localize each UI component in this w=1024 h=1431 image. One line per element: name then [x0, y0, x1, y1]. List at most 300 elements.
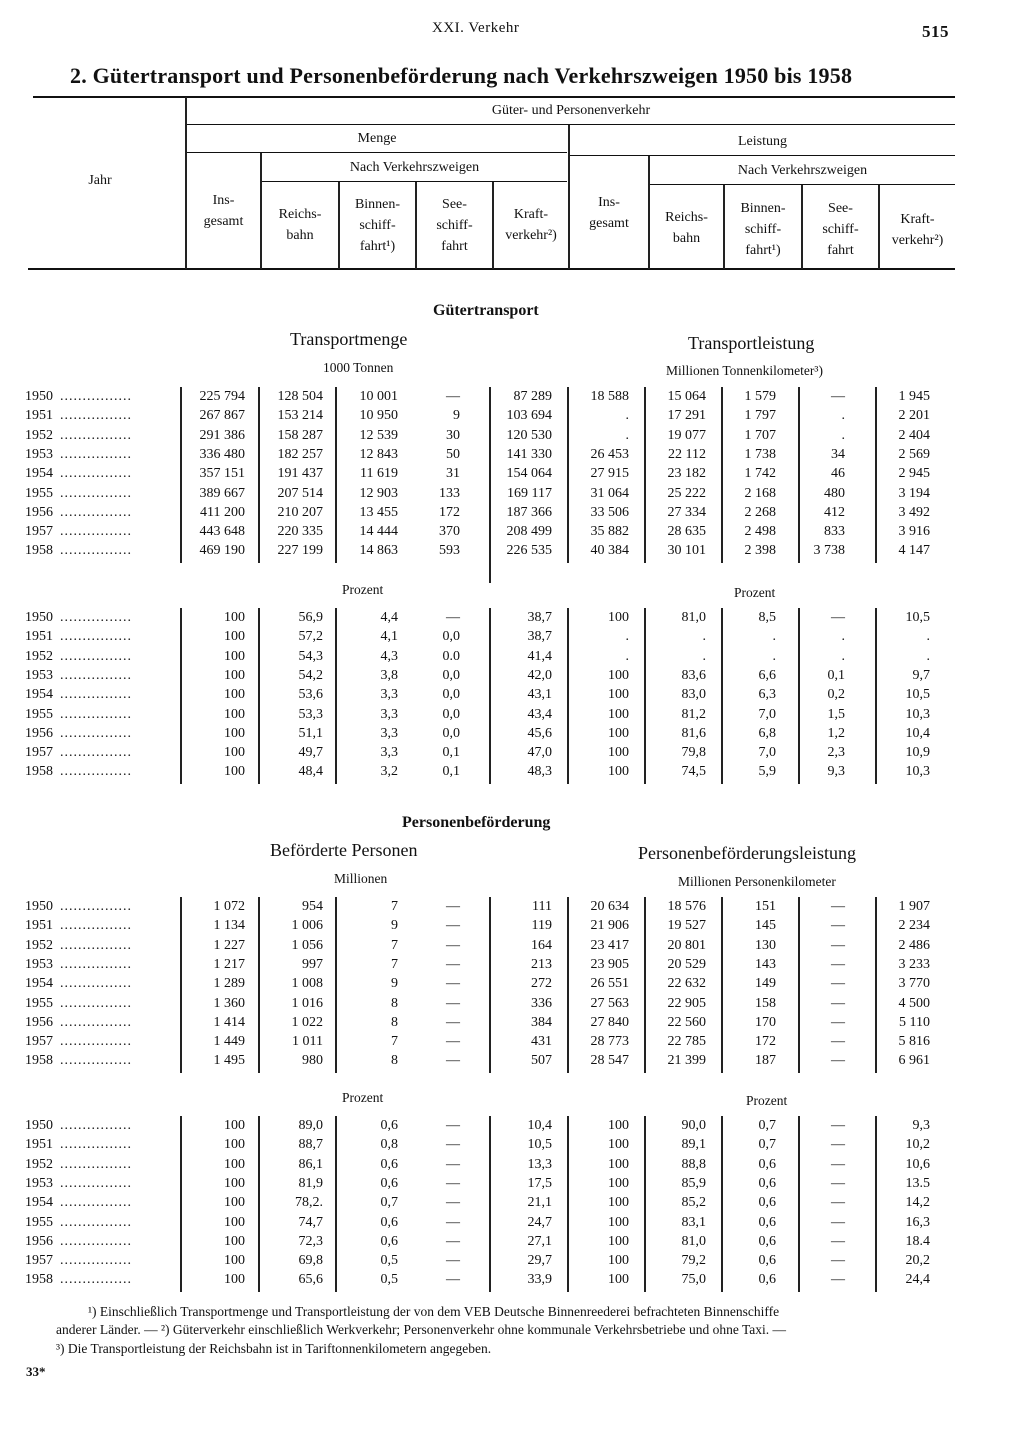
table-row	[0, 1051, 1024, 1070]
table-row	[0, 406, 1024, 425]
table-row	[0, 387, 1024, 406]
row-year: 1953	[25, 1175, 53, 1191]
table-row	[0, 484, 1024, 503]
cell-see: —	[446, 956, 460, 972]
cell-insgesamt: 225 794	[199, 389, 245, 404]
cell-binnen: 0,8	[380, 1137, 398, 1153]
cell-l-binnen: 6,3	[758, 687, 776, 703]
cell-l-kraft: 3 916	[898, 524, 930, 540]
cell-see: —	[446, 1014, 460, 1030]
cell-l-see: —	[831, 956, 845, 972]
cell-l-see: .	[841, 427, 845, 443]
cell-binnen: 3,3	[380, 745, 398, 761]
cell-l-reichsbahn: 22 560	[667, 1014, 706, 1030]
cell-l-insgesamt: 100	[608, 706, 629, 722]
cell-kraft: 336	[531, 995, 552, 1011]
row-year: 1955	[25, 1214, 53, 1230]
table-row	[0, 1116, 1024, 1135]
cell-l-binnen: 6,6	[758, 667, 776, 683]
row-year: 1958	[25, 1272, 53, 1288]
row-year: 1952	[25, 427, 53, 443]
row-year: 1954	[25, 976, 53, 992]
cell-reichsbahn: 53,3	[298, 706, 323, 722]
cell-l-kraft: .	[926, 648, 930, 664]
cell-insgesamt: 100	[224, 629, 245, 645]
row-year: 1956	[25, 725, 53, 741]
cell-l-insgesamt: 21 906	[590, 918, 629, 934]
cell-l-kraft: 3 770	[898, 976, 930, 992]
unit-mio-tkm: Millionen Tonnenkilometer³)	[666, 363, 823, 378]
leader-dots: ................	[60, 918, 132, 934]
cell-binnen: 13 455	[359, 504, 398, 520]
cell-l-see: 46	[831, 466, 845, 482]
leader-dots: ................	[60, 466, 132, 482]
cell-see: —	[446, 1034, 460, 1050]
header-see-leistung: See- schiff- fahrt	[822, 201, 859, 258]
cell-binnen: 14 444	[359, 524, 398, 540]
cell-see: —	[446, 1118, 460, 1133]
cell-binnen: 0,5	[380, 1272, 398, 1288]
cell-reichsbahn: 72,3	[298, 1233, 323, 1249]
cell-l-reichsbahn: 25 222	[667, 485, 706, 501]
cell-l-reichsbahn: .	[702, 629, 706, 645]
cell-l-kraft: 9,7	[912, 667, 930, 683]
cell-see: —	[446, 1233, 460, 1249]
cell-insgesamt: 100	[224, 648, 245, 664]
cell-l-kraft: 5 816	[898, 1034, 930, 1050]
cell-l-binnen: 149	[755, 976, 776, 992]
cell-insgesamt: 100	[224, 1214, 245, 1230]
cell-l-reichsbahn: 22 785	[667, 1034, 706, 1050]
row-year: 1956	[25, 1014, 53, 1030]
cell-l-reichsbahn: 75,0	[681, 1272, 706, 1288]
cell-l-see: 0,1	[827, 667, 845, 683]
cell-kraft: 431	[531, 1034, 552, 1050]
row-year: 1957	[25, 1253, 53, 1269]
cell-reichsbahn: 182 257	[277, 446, 323, 462]
cell-l-see: —	[831, 1034, 845, 1050]
cell-l-insgesamt: 27 563	[590, 995, 629, 1011]
leader-dots: ................	[60, 937, 132, 953]
cell-l-kraft: 3 492	[898, 504, 930, 520]
cell-l-kraft: 10,6	[905, 1156, 930, 1172]
cell-see: —	[446, 1195, 460, 1211]
cell-l-reichsbahn: 81,0	[681, 1233, 706, 1249]
prozent-label-personen-left: Prozent	[342, 1090, 384, 1105]
cell-l-see: —	[831, 610, 845, 625]
leader-dots: ................	[60, 610, 132, 625]
cell-l-binnen: 0,6	[758, 1253, 776, 1269]
cell-see: —	[446, 389, 460, 404]
cell-l-insgesamt: 28 547	[590, 1053, 629, 1069]
cell-l-insgesamt: 23 905	[590, 956, 629, 972]
cell-l-insgesamt: 100	[608, 1137, 629, 1153]
cell-insgesamt: 1 449	[213, 1034, 245, 1050]
cell-l-insgesamt: 100	[608, 745, 629, 761]
cell-binnen: 3,3	[380, 725, 398, 741]
cell-l-reichsbahn: 88,8	[681, 1156, 706, 1172]
cell-l-kraft: 10,5	[905, 610, 930, 625]
footnote-3: ³) Die Transportleistung der Reichsbahn ist in Tariftonnenkilometern angegeben.	[56, 1341, 492, 1356]
cell-reichsbahn: 1 008	[291, 976, 323, 992]
cell-l-insgesamt: 100	[608, 1272, 629, 1288]
cell-binnen: 7	[391, 937, 398, 953]
cell-see: 0.0	[442, 648, 460, 664]
cell-binnen: 7	[391, 956, 398, 972]
cell-l-see: —	[831, 1118, 845, 1133]
cell-kraft: 42,0	[527, 667, 552, 683]
cell-kraft: 87 289	[513, 389, 552, 404]
cell-l-insgesamt: 100	[608, 687, 629, 703]
cell-reichsbahn: 69,8	[298, 1253, 323, 1269]
cell-l-binnen: 7,0	[758, 745, 776, 761]
cell-l-kraft: .	[926, 629, 930, 645]
cell-insgesamt: 100	[224, 1253, 245, 1269]
subtitle-transportleistung: Transportleistung	[688, 333, 815, 353]
cell-l-binnen: 0,6	[758, 1214, 776, 1230]
cell-reichsbahn: 207 514	[277, 485, 323, 501]
cell-l-reichsbahn: 83,1	[681, 1214, 706, 1230]
cell-l-reichsbahn: 19 527	[667, 918, 706, 934]
cell-binnen: 14 863	[359, 543, 398, 559]
cell-l-kraft: 4 147	[898, 543, 930, 559]
prozent-label-gueter-right: Prozent	[734, 585, 776, 600]
cell-l-reichsbahn: 79,2	[681, 1253, 706, 1269]
cell-see: —	[446, 1272, 460, 1288]
cell-binnen: 8	[391, 995, 398, 1011]
cell-kraft: 41,4	[527, 648, 552, 664]
cell-l-reichsbahn: 79,8	[681, 745, 706, 761]
cell-l-insgesamt: 23 417	[590, 937, 629, 953]
cell-binnen: 3,3	[380, 706, 398, 722]
leader-dots: ................	[60, 995, 132, 1011]
cell-l-binnen: 145	[755, 918, 776, 934]
cell-l-kraft: 6 961	[898, 1053, 930, 1069]
header-kraft-leistung: Kraft- verkehr²)	[891, 212, 944, 248]
cell-insgesamt: 100	[224, 610, 245, 625]
table-row	[0, 955, 1024, 974]
cell-l-see: .	[841, 648, 845, 664]
cell-l-insgesamt: 18 588	[590, 389, 629, 404]
cell-kraft: 213	[531, 956, 552, 972]
cell-l-reichsbahn: 81,6	[681, 725, 706, 741]
cell-l-insgesamt: 100	[608, 1233, 629, 1249]
leader-dots: ................	[60, 446, 132, 462]
cell-l-kraft: 4 500	[898, 995, 930, 1011]
cell-kraft: 103 694	[506, 408, 552, 424]
cell-l-see: 480	[824, 485, 845, 501]
row-year: 1957	[25, 745, 53, 761]
row-year: 1955	[25, 485, 53, 501]
row-year: 1951	[25, 918, 53, 934]
table-row	[0, 705, 1024, 724]
row-year: 1950	[25, 610, 53, 625]
cell-binnen: 12 903	[359, 485, 398, 501]
cell-l-binnen: 143	[755, 956, 776, 972]
cell-binnen: 0,6	[380, 1118, 398, 1133]
row-year: 1954	[25, 687, 53, 703]
footnote-2: anderer Länder. — ²) Güterverkehr einschließlich Werkverkehr; Personenverkehr ohne kommunale Verkehrsbetriebe und ohne Taxi. —	[56, 1322, 787, 1337]
cell-l-see: —	[831, 937, 845, 953]
table-row	[0, 762, 1024, 781]
cell-l-reichsbahn: 17 291	[667, 408, 706, 424]
subtitle-transportmenge: Transportmenge	[290, 329, 408, 349]
leader-dots: ................	[60, 976, 132, 992]
leader-dots: ................	[60, 706, 132, 722]
cell-see: 31	[446, 466, 460, 482]
cell-kraft: 27,1	[527, 1233, 552, 1249]
leader-dots: ................	[60, 667, 132, 683]
cell-l-kraft: 16,3	[905, 1214, 930, 1230]
header-reichsbahn-leistung: Reichs- bahn	[665, 210, 708, 246]
cell-l-see: 9,3	[827, 764, 845, 780]
cell-binnen: 7	[391, 899, 398, 914]
cell-binnen: 10 950	[359, 408, 398, 424]
cell-l-insgesamt: 100	[608, 667, 629, 683]
cell-reichsbahn: 49,7	[298, 745, 323, 761]
cell-insgesamt: 411 200	[200, 504, 245, 520]
cell-l-reichsbahn: 83,6	[681, 667, 706, 683]
row-year: 1958	[25, 764, 53, 780]
cell-l-insgesamt: .	[625, 629, 629, 645]
cell-kraft: 33,9	[527, 1272, 552, 1288]
cell-l-see: .	[841, 629, 845, 645]
cell-l-insgesamt: 100	[608, 1156, 629, 1172]
cell-l-kraft: 9,3	[912, 1118, 930, 1133]
cell-reichsbahn: 1 006	[291, 918, 323, 934]
cell-see: 0,0	[442, 725, 460, 741]
cell-kraft: 507	[531, 1053, 552, 1069]
row-year: 1954	[25, 1195, 53, 1211]
leader-dots: ................	[60, 427, 132, 443]
cell-insgesamt: 357 151	[199, 466, 245, 482]
cell-insgesamt: 1 360	[213, 995, 245, 1011]
leader-dots: ................	[60, 745, 132, 761]
cell-reichsbahn: 74,7	[298, 1214, 323, 1230]
cell-see: 172	[439, 504, 460, 520]
cell-l-kraft: 2 569	[898, 446, 930, 462]
cell-l-insgesamt: .	[625, 427, 629, 443]
cell-insgesamt: 100	[224, 706, 245, 722]
cell-insgesamt: 100	[224, 1195, 245, 1211]
table-row	[0, 1232, 1024, 1251]
table-row	[0, 897, 1024, 916]
cell-l-reichsbahn: 85,2	[681, 1195, 706, 1211]
table-row	[0, 464, 1024, 483]
cell-l-binnen: 151	[755, 899, 776, 914]
cell-l-binnen: 0,6	[758, 1175, 776, 1191]
cell-kraft: 119	[531, 918, 552, 934]
page-number: 515	[922, 22, 949, 41]
cell-l-insgesamt: 27 915	[590, 466, 629, 482]
cell-binnen: 0,6	[380, 1175, 398, 1191]
cell-binnen: 12 539	[359, 427, 398, 443]
cell-reichsbahn: 997	[302, 956, 323, 972]
row-year: 1957	[25, 1034, 53, 1050]
cell-insgesamt: 100	[224, 1118, 245, 1133]
cell-l-insgesamt: 100	[608, 1195, 629, 1211]
cell-insgesamt: 291 386	[199, 427, 245, 443]
leader-dots: ................	[60, 629, 132, 645]
cell-l-insgesamt: 100	[608, 610, 629, 625]
cell-l-insgesamt: 100	[608, 725, 629, 741]
cell-reichsbahn: 78,2.	[295, 1195, 323, 1211]
cell-insgesamt: 100	[224, 725, 245, 741]
cell-reichsbahn: 1 056	[291, 937, 323, 953]
table-row	[0, 1155, 1024, 1174]
cell-reichsbahn: 81,9	[298, 1175, 323, 1191]
cell-l-kraft: 10,4	[905, 725, 930, 741]
table-row	[0, 666, 1024, 685]
table-row	[0, 1193, 1024, 1212]
cell-l-kraft: 2 486	[898, 937, 930, 953]
table-row	[0, 743, 1024, 762]
cell-l-insgesamt: 28 773	[590, 1034, 629, 1050]
cell-l-see: —	[831, 1014, 845, 1030]
cell-insgesamt: 100	[224, 1156, 245, 1172]
prozent-label-gueter-left: Prozent	[342, 582, 384, 597]
cell-l-reichsbahn: 18 576	[667, 899, 706, 914]
cell-binnen: 10 001	[359, 389, 398, 404]
cell-l-see: 833	[824, 524, 845, 540]
row-year: 1953	[25, 667, 53, 683]
row-year: 1956	[25, 1233, 53, 1249]
cell-l-insgesamt: .	[625, 648, 629, 664]
cell-l-see: —	[831, 995, 845, 1011]
table-row	[0, 627, 1024, 646]
subtitle-befoerderungsleistung: Personenbeförderungsleistung	[638, 843, 856, 863]
row-year: 1950	[25, 389, 53, 404]
cell-kraft: 384	[531, 1014, 552, 1030]
cell-binnen: 4,1	[380, 629, 398, 645]
cell-l-reichsbahn: 74,5	[681, 764, 706, 780]
cell-l-binnen: 1 738	[744, 446, 776, 462]
leader-dots: ................	[60, 764, 132, 780]
cell-kraft: 17,5	[527, 1175, 552, 1191]
cell-insgesamt: 1 072	[213, 899, 245, 914]
cell-see: 30	[446, 427, 460, 443]
table-row	[0, 1270, 1024, 1289]
header-binnen-menge: Binnen- schiff- fahrt¹)	[354, 197, 401, 254]
cell-l-reichsbahn: 85,9	[681, 1175, 706, 1191]
table-row	[0, 522, 1024, 541]
cell-l-reichsbahn: 22 905	[667, 995, 706, 1011]
leader-dots: ................	[60, 1233, 132, 1249]
cell-reichsbahn: 65,6	[298, 1272, 323, 1288]
cell-l-insgesamt: 27 840	[590, 1014, 629, 1030]
cell-binnen: 9	[391, 918, 398, 934]
table-row	[0, 1135, 1024, 1154]
cell-see: 0,0	[442, 706, 460, 722]
table-row	[0, 1213, 1024, 1232]
cell-insgesamt: 389 667	[199, 485, 245, 501]
cell-kraft: 187 366	[506, 504, 552, 520]
cell-reichsbahn: 57,2	[298, 629, 323, 645]
cell-reichsbahn: 1 022	[291, 1014, 323, 1030]
header-insgesamt-leistung: Ins- gesamt	[589, 195, 629, 231]
cell-l-binnen: 7,0	[758, 706, 776, 722]
cell-l-binnen: 0,6	[758, 1156, 776, 1172]
table-row	[0, 445, 1024, 464]
header-see-menge: See- schiff- fahrt	[436, 197, 473, 254]
cell-binnen: 0,5	[380, 1253, 398, 1269]
cell-l-insgesamt: 26 551	[590, 976, 629, 992]
row-year: 1952	[25, 648, 53, 664]
cell-kraft: 38,7	[527, 610, 552, 625]
cell-kraft: 208 499	[506, 524, 552, 540]
cell-l-kraft: 2 201	[898, 408, 930, 424]
table-row	[0, 647, 1024, 666]
cell-insgesamt: 1 414	[213, 1014, 245, 1030]
header-gueter-personen: Güter- und Personenverkehr	[491, 103, 651, 118]
row-year: 1955	[25, 706, 53, 722]
cell-binnen: 0,6	[380, 1156, 398, 1172]
leader-dots: ................	[60, 1053, 132, 1069]
cell-l-reichsbahn: 30 101	[667, 543, 706, 559]
cell-insgesamt: 100	[224, 667, 245, 683]
cell-insgesamt: 1 134	[213, 918, 245, 934]
cell-l-kraft: 13.5	[905, 1175, 930, 1191]
header-menge: Menge	[357, 131, 397, 146]
cell-kraft: 10,5	[527, 1137, 552, 1153]
row-year: 1955	[25, 995, 53, 1011]
cell-see: —	[446, 995, 460, 1011]
cell-insgesamt: 1 217	[213, 956, 245, 972]
leader-dots: ................	[60, 1195, 132, 1211]
cell-reichsbahn: 53,6	[298, 687, 323, 703]
table-row	[0, 426, 1024, 445]
cell-l-binnen: 6,8	[758, 725, 776, 741]
cell-reichsbahn: 56,9	[298, 610, 323, 625]
cell-l-see: —	[831, 1156, 845, 1172]
cell-l-kraft: 2 234	[898, 918, 930, 934]
cell-reichsbahn: 210 207	[277, 504, 323, 520]
cell-l-insgesamt: 31 064	[590, 485, 629, 501]
cell-binnen: 4,3	[380, 648, 398, 664]
cell-binnen: 7	[391, 1034, 398, 1050]
table-row	[0, 974, 1024, 993]
cell-l-binnen: 1 707	[744, 427, 776, 443]
cell-l-binnen: 1 797	[744, 408, 776, 424]
leader-dots: ................	[60, 1137, 132, 1153]
cell-see: —	[446, 1053, 460, 1069]
cell-l-insgesamt: 33 506	[590, 504, 629, 520]
cell-l-insgesamt: 35 882	[590, 524, 629, 540]
leader-dots: ................	[60, 389, 132, 404]
cell-reichsbahn: 227 199	[277, 543, 323, 559]
cell-l-see: —	[831, 918, 845, 934]
cell-insgesamt: 100	[224, 1137, 245, 1153]
cell-l-see: 0,2	[827, 687, 845, 703]
leader-dots: ................	[60, 899, 132, 914]
cell-reichsbahn: 128 504	[277, 389, 323, 404]
cell-kraft: 154 064	[506, 466, 552, 482]
cell-reichsbahn: 89,0	[298, 1118, 323, 1133]
cell-l-see: —	[831, 1137, 845, 1153]
cell-l-see: —	[831, 1214, 845, 1230]
cell-l-see: 412	[824, 504, 845, 520]
cell-insgesamt: 1 495	[213, 1053, 245, 1069]
leader-dots: ................	[60, 648, 132, 664]
cell-insgesamt: 1 227	[213, 937, 245, 953]
cell-reichsbahn: 1 016	[291, 995, 323, 1011]
table-row	[0, 724, 1024, 743]
cell-l-kraft: 18.4	[905, 1233, 930, 1249]
cell-reichsbahn: 88,7	[298, 1137, 323, 1153]
table-row	[0, 916, 1024, 935]
cell-kraft: 45,6	[527, 725, 552, 741]
cell-l-reichsbahn: 83,0	[681, 687, 706, 703]
